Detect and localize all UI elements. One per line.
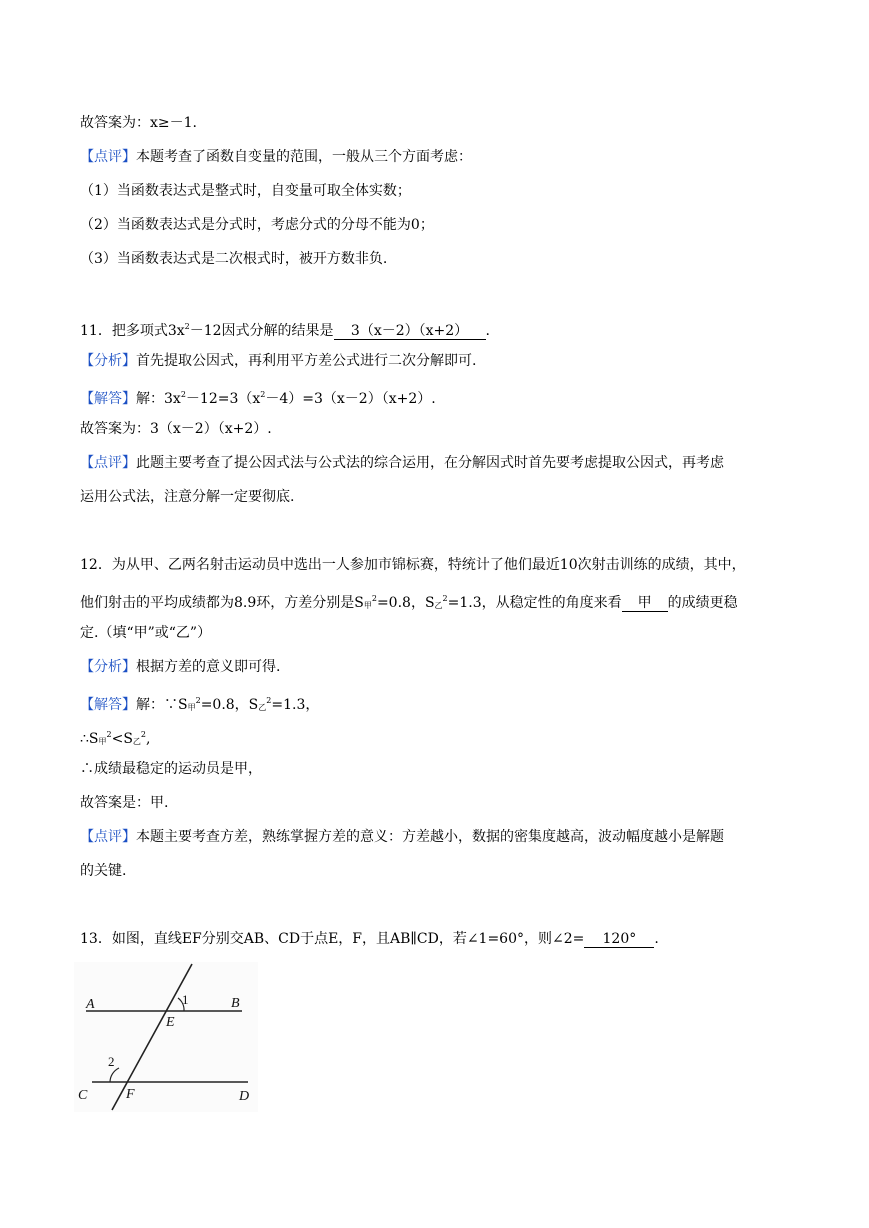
- label-b: B: [231, 996, 240, 1011]
- q13-answer-blank: 120°: [584, 931, 654, 948]
- analysis-tag: 【分析】: [80, 353, 136, 369]
- q12-text-c: =1.3，从稳定性的角度来看: [447, 595, 622, 611]
- comment-item-2: （2）当函数表达式是分式时，考虑分式的分母不能为0；: [80, 217, 434, 233]
- q11-solution: [80, 386, 436, 408]
- q12-answer: 故答案是：甲.: [80, 795, 169, 811]
- q12-analysis: [80, 658, 280, 676]
- subscript: 甲: [98, 737, 107, 746]
- q12-solution: [80, 692, 319, 717]
- q12-stem-line-3: 定.（填“甲”或“乙”）: [80, 625, 212, 641]
- solution-text-b: =0.8，S: [200, 697, 259, 713]
- q11-stem-text: 11．把多项式3x: [80, 323, 185, 339]
- analysis-tag: 【分析】: [80, 659, 136, 675]
- subscript: 乙: [258, 703, 267, 712]
- subscript: 乙: [132, 737, 141, 746]
- q12-text-b: =0.8，S: [376, 595, 435, 611]
- q12-answer-blank: 甲: [622, 595, 668, 612]
- prev-answer: 故答案为：x≥－1.: [80, 115, 197, 131]
- solution-text-c: －4）=3（x－2）（x+2）.: [265, 391, 436, 407]
- q12-step-2: [80, 726, 150, 751]
- superscript: 2: [180, 390, 186, 399]
- comment-tag: 【点评】: [80, 455, 136, 471]
- solution-text-b: －12=3（x: [185, 391, 261, 407]
- q13-stem: [80, 930, 659, 948]
- solution-text-a: 解：∵S: [136, 697, 188, 713]
- q12-stem-line-1: 12．为从甲、乙两名射击运动员中选出一人参加市锦标赛，特统计了他们最近10次射击训练的成绩，其中，: [80, 557, 746, 573]
- q11-answer: 故答案为：3（x－2）（x+2）.: [80, 421, 272, 437]
- comment-text: 本题考查了函数自变量的范围，一般从三个方面考虑：: [136, 149, 472, 165]
- solution-text-c: =1.3，: [271, 697, 320, 713]
- comment-text: 此题主要考查了提公因式法与公式法的综合运用，在分解因式时首先要考虑提取公因式，再考虑: [136, 455, 724, 471]
- subscript: 乙: [434, 601, 443, 610]
- q12-stem-line-2: [80, 590, 738, 615]
- label-c: C: [78, 1088, 88, 1103]
- q12-text-d: 的成绩更稳: [667, 595, 738, 611]
- q11-comment-line-2: 运用公式法，注意分解一定要彻底.: [80, 489, 295, 505]
- solution-tag: 【解答】: [80, 697, 136, 713]
- q13-stem-text: 13．如图，直线EF分别交AB、CD于点E，F，且AB∥CD，若∠1=60°，则∠2=: [80, 931, 585, 947]
- subscript: 甲: [187, 703, 196, 712]
- q11-comment: [80, 454, 724, 472]
- label-e: E: [166, 1015, 175, 1030]
- label-angle-2: 2: [108, 1054, 115, 1069]
- analysis-text: 首先提取公因式，再利用平方差公式进行二次分解即可.: [136, 353, 477, 369]
- superscript: 2: [106, 730, 112, 739]
- step-text-c: ,: [146, 731, 151, 747]
- superscript: 2: [442, 594, 448, 603]
- solution-text-a: 解：3x: [136, 391, 181, 407]
- q11-stem-end: .: [485, 323, 490, 339]
- superscript: 2: [140, 730, 147, 739]
- q13-stem-end: .: [654, 931, 659, 947]
- step-text-a: ∴S: [80, 731, 99, 747]
- q11-analysis: [80, 352, 476, 370]
- q12-comment: [80, 828, 724, 846]
- comment-tag: 【点评】: [80, 149, 136, 165]
- label-d: D: [239, 1089, 250, 1104]
- q12-text-a: 他们射击的平均成绩都为8.9环，方差分别是S: [80, 595, 364, 611]
- label-f: F: [126, 1087, 135, 1102]
- superscript: 2: [184, 322, 190, 331]
- figure-background: [74, 962, 258, 1112]
- q11-stem: [80, 318, 490, 340]
- label-a: A: [86, 997, 95, 1012]
- superscript: 2: [266, 696, 272, 705]
- q11-stem-text-2: －12因式分解的结果是: [189, 323, 334, 339]
- superscript: 2: [371, 594, 377, 603]
- analysis-text: 根据方差的意义即可得.: [136, 659, 281, 675]
- parallel-lines-figure: [74, 962, 258, 1112]
- comment-item-3: （3）当函数表达式是二次根式时，被开方数非负.: [80, 251, 388, 267]
- comment-item-1: （1）当函数表达式是整式时，自变量可取全体实数；: [80, 183, 411, 199]
- prev-comment: [80, 148, 472, 166]
- q12-comment-line-2: 的关键.: [80, 863, 127, 879]
- superscript: 2: [260, 390, 266, 399]
- label-angle-1: 1: [182, 992, 189, 1007]
- superscript: 2: [195, 696, 201, 705]
- solution-tag: 【解答】: [80, 391, 136, 407]
- comment-tag: 【点评】: [80, 829, 136, 845]
- q12-step-3: ∴成绩最稳定的运动员是甲，: [80, 761, 262, 777]
- step-text-b: <S: [111, 731, 133, 747]
- comment-text: 本题主要考查方差，熟练掌握方差的意义：方差越小，数据的密集度越高，波动幅度越小是解题: [136, 829, 724, 845]
- subscript: 甲: [363, 601, 372, 610]
- q11-answer-blank: 3（x－2）（x+2）: [334, 323, 486, 340]
